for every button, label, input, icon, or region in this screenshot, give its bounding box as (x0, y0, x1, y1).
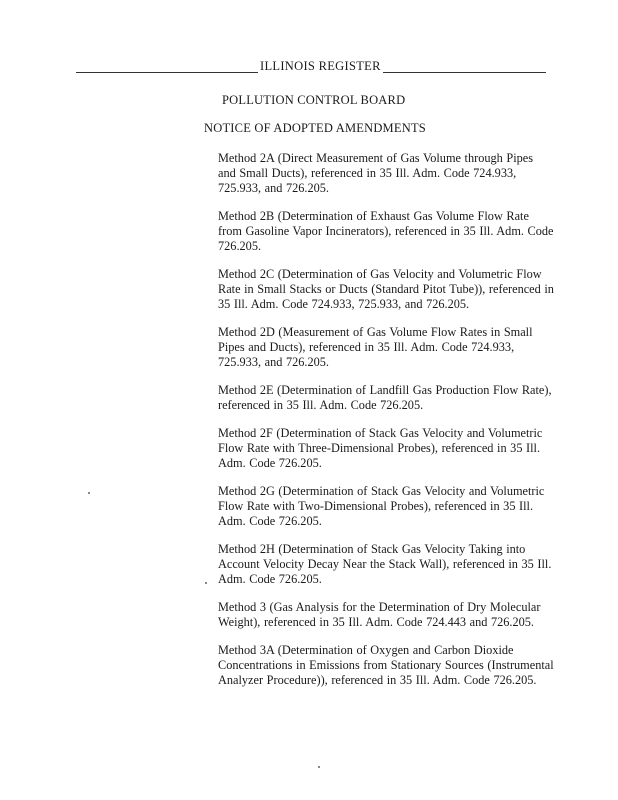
method-2g: Method 2G (Determination of Stack Gas Velocity and Volumetric Flow Rate with Two-Dimensional Probes), referenced in 35 Ill. Adm. Code 726.205. (218, 484, 545, 528)
method-3: Method 3 (Gas Analysis for the Determination of Dry Molecular Weight), referenced in 35 Ill. Adm. Code 724.443 and 726.205. (218, 600, 541, 629)
board-title: POLLUTION CONTROL BOARD (222, 93, 406, 107)
method-2h: Method 2H (Determination of Stack Gas Velocity Taking into Account Velocity Decay Near the Stack Wall), referenced in 35 Ill. Adm. Code 726.205. (218, 542, 552, 586)
method-2f: Method 2F (Determination of Stack Gas Velocity and Volumetric Flow Rate with Three-Dimensional Probes), referenced in 35 Ill. Adm. Code 726.205. (218, 426, 543, 470)
scan-speck (318, 766, 320, 768)
method-2c: Method 2C (Determination of Gas Velocity and Volumetric Flow Rate in Small Stacks or Ducts (Standard Pitot Tube)), referenced in 35 Ill. Adm. Code 724.933, 725.933, and 726.205. (218, 267, 554, 311)
scan-speck (205, 582, 207, 584)
method-3a: Method 3A (Determination of Oxygen and Carbon Dioxide Concentrations in Emissions from Stationary Sources (Instrumental Analyzer Procedure)), referenced in 35 Ill. Adm. Code 726.205. (218, 643, 554, 687)
register-title: ILLINOIS REGISTER (260, 59, 381, 73)
method-2e: Method 2E (Determination of Landfill Gas Production Flow Rate), referenced in 35 Ill. Adm. Code 726.205. (218, 383, 552, 412)
scan-speck (88, 492, 90, 494)
methods-list (218, 151, 554, 701)
method-2a: Method 2A (Direct Measurement of Gas Volume through Pipes and Small Ducts), referenced in 35 Ill. Adm. Code 724.933, 725.933, and 726.205. (218, 151, 534, 195)
method-2b: Method 2B (Determination of Exhaust Gas Volume Flow Rate from Gasoline Vapor Incinerators), referenced in 35 Ill. Adm. Code 726.205. (218, 209, 554, 253)
method-2d: Method 2D (Measurement of Gas Volume Flow Rates in Small Pipes and Ducts), referenced in 35 Ill. Adm. Code 724.933, 725.933, and 726.205. (218, 325, 533, 369)
notice-title: NOTICE OF ADOPTED AMENDMENTS (204, 121, 426, 135)
